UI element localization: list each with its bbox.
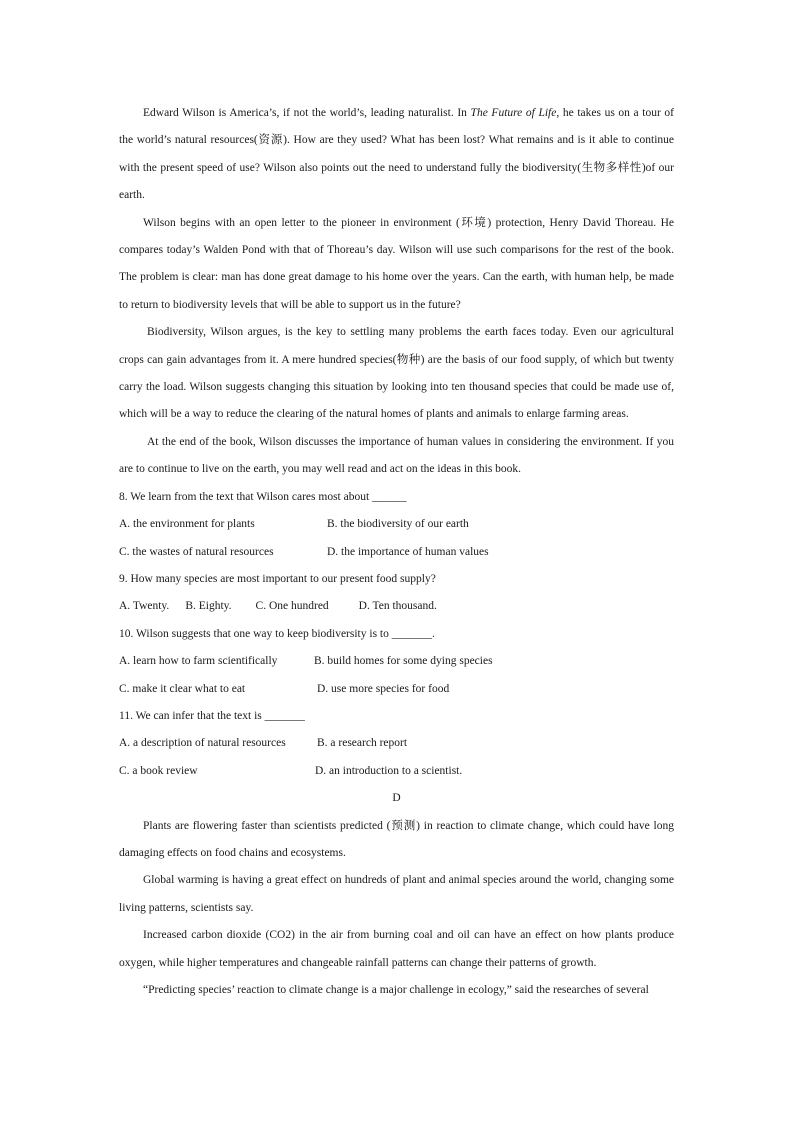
question-10-option-c[interactable]: C. make it clear what to eat (119, 682, 246, 695)
question-9-option-d[interactable]: D. Ten thousand. (358, 600, 437, 613)
passage-c-paragraph-2: Wilson begins with an open letter to the pioneer in environment (环境) protection, Henry David Thoreau. He compares today’s Walden Pond with that of Thoreau’s day. Wilson will use such comparisons for the rest of the book. The problem is clear: man has done great damage to his home over the years. Can the earth, with human help, be made to return to biodiversity levels that will be able to support us in the future? (119, 216, 674, 311)
question-9-option-a[interactable]: A. Twenty. (119, 600, 170, 613)
question-8-option-c[interactable]: C. the wastes of natural resources (119, 545, 274, 558)
question-10-options-row-1 (119, 648, 674, 675)
question-8-options-row-1 (119, 511, 674, 538)
question-9-option-c[interactable]: C. One hundred (255, 600, 329, 613)
question-8-option-b[interactable]: B. the biodiversity of our earth (327, 518, 469, 531)
paragraph-text: Edward Wilson is America’s, if not the world’s, leading naturalist. In (143, 107, 471, 119)
question-10-option-b[interactable]: B. build homes for some dying species (314, 655, 493, 668)
paragraph-text: , he takes us on a tour of the world’s natural resources(资源). How are they used? What has been lost? What remains and is it able to continue with the present speed of use? Wilson also points out the need to understand fully the biodiversity(生物多样性)of our earth. (119, 107, 675, 202)
section-heading-d: D (392, 792, 401, 805)
document-page (119, 100, 674, 1004)
passage-d-paragraph-3: Increased carbon dioxide (CO2) in the air from burning coal and oil can have an effect on how plants produce oxygen, while higher temperatures and changeable rainfall patterns can change their patterns of growth. (119, 929, 674, 969)
passage-d-paragraph-4: “Predicting species’ reaction to climate change is a major challenge in ecology,” said the researches of several (143, 984, 649, 996)
question-8-option-d[interactable]: D. the importance of human values (327, 545, 489, 558)
question-11-stem: 11. We can infer that the text is _______ (119, 709, 305, 722)
question-11-options-row-1 (119, 730, 674, 757)
question-9-option-b[interactable]: B. Eighty. (185, 600, 232, 613)
question-11-options-row-2 (119, 758, 674, 785)
passage-c-paragraph-1 (119, 100, 674, 210)
passage-c-paragraph-4: At the end of the book, Wilson discusses the importance of human values in considering the environment. If you are to continue to live on the earth, you may well read and act on the ideas in this book. (119, 435, 674, 476)
question-11-option-b[interactable]: B. a research report (317, 737, 408, 750)
passage-d-paragraph-1: Plants are flowering faster than scientists predicted (预测) in reaction to climate change, which could have long damaging effects on food chains and ecosystems. (119, 819, 674, 859)
question-10-stem: 10. Wilson suggests that one way to keep biodiversity is to _______. (119, 627, 435, 640)
question-11-option-d[interactable]: D. an introduction to a scientist. (315, 764, 463, 777)
book-title: The Future of Life (470, 107, 557, 119)
passage-d-paragraph-2: Global warming is having a great effect on hundreds of plant and animal species around the world, changing some living patterns, scientists say. (119, 874, 674, 914)
question-11-option-c[interactable]: C. a book review (119, 764, 198, 777)
question-8-stem: 8. We learn from the text that Wilson cares most about ______ (119, 490, 407, 503)
question-8-options-row-2 (119, 539, 674, 566)
passage-c-paragraph-3: Biodiversity, Wilson argues, is the key to settling many problems the earth faces today. Even our agricultural crops can gain advantages from it. A mere hundred species(物种) are the basis of our food supply, of which but twenty carry the load. Wilson suggests changing this situation by looking into ten thousand species that could be made use of, which will be a way to reduce the clearing of the natural homes of plants and animals to enlarge farming areas. (119, 326, 674, 421)
question-9-options (119, 593, 674, 620)
question-10-option-a[interactable]: A. learn how to farm scientifically (119, 655, 278, 668)
question-11-option-a[interactable]: A. a description of natural resources (119, 737, 286, 750)
question-10-option-d[interactable]: D. use more species for food (317, 682, 450, 695)
question-9-stem: 9. How many species are most important to our present food supply? (119, 572, 436, 585)
question-8-option-a[interactable]: A. the environment for plants (119, 518, 255, 531)
question-10-options-row-2 (119, 676, 674, 703)
